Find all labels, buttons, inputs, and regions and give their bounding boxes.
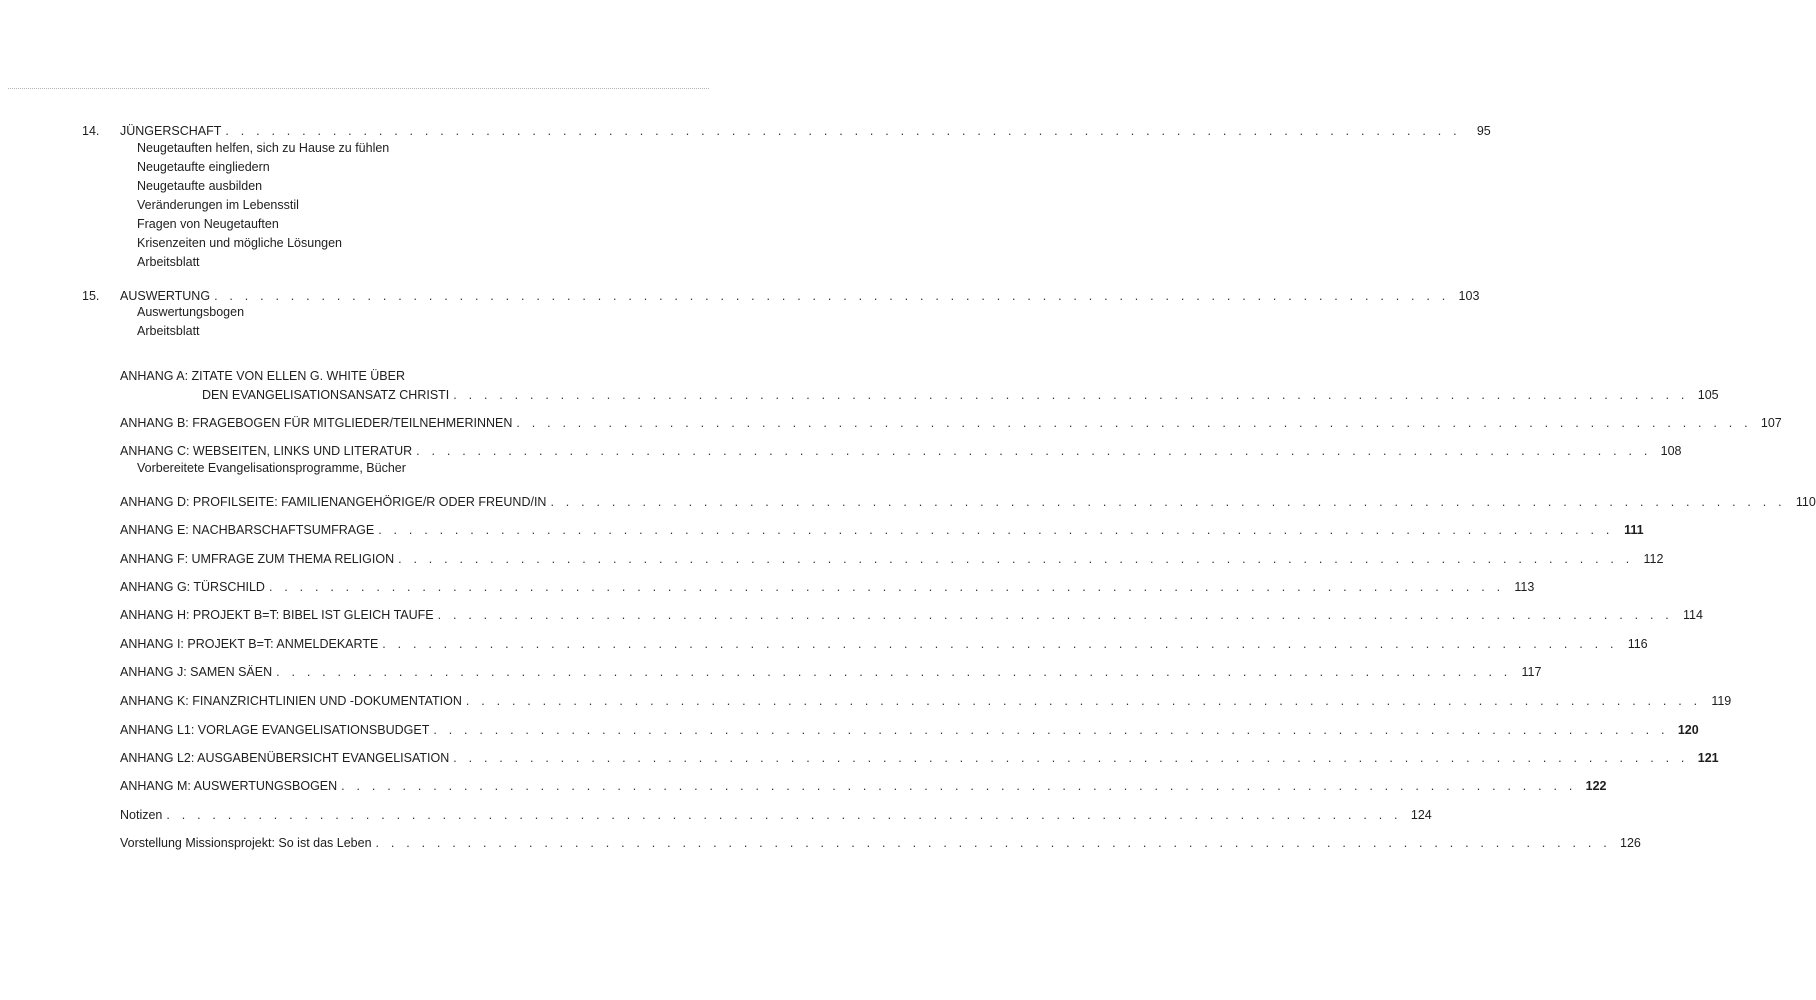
toc-entry-appendix-k[interactable] (0, 691, 1732, 711)
subitem: Veränderungen im Lebensstil (137, 198, 299, 212)
subitem: Auswertungsbogen (137, 305, 245, 319)
dot-leader: . . . . . . . . . . . . . . . . . . . . . . . . . . . . . . . . . . . . . . . . . . . . . . . . . . . . . . . . . . . . . . . . . . . . . . . . . . . . . . . . . (214, 289, 1450, 303)
toc-entry-appendix-i[interactable] (0, 634, 1648, 654)
section-number: 14. (82, 124, 100, 138)
dot-leader: . . . . . . . . . . . . . . . . . . . . . . . . . . . . . . . . . . . . . . . . . . . . . . . . . . . . . . . . . . . . . . . . . . . . . . . . . . . . . . . . . (398, 552, 1634, 566)
toc-entry-appendix-h[interactable] (0, 605, 1703, 625)
toc-entry-appendix-g[interactable] (0, 577, 1535, 597)
page-number: 116 (1627, 637, 1648, 651)
subitem: Neugetauften helfen, sich zu Hause zu fühlen (137, 141, 390, 155)
appendix-title: ANHANG M: AUSWERTUNGSBOGEN (120, 779, 338, 793)
toc-entry-appendix-j[interactable] (0, 662, 1542, 682)
section-title: AUSWERTUNG (120, 289, 211, 303)
toc-entry-appendix-e[interactable] (0, 520, 1644, 540)
page-number: 114 (1683, 608, 1703, 622)
toc-entry-appendix-m[interactable] (0, 776, 1607, 796)
dot-leader: . . . . . . . . . . . . . . . . . . . . . . . . . . . . . . . . . . . . . . . . . . . . . . . . . . . . . . . . . . . . . . . . . . . . . . . . . . . . . . . . . (276, 665, 1512, 679)
appendix-title: ANHANG G: TÜRSCHILD (120, 580, 265, 594)
entry-title: Notizen (120, 808, 163, 822)
dot-leader: . . . . . . . . . . . . . . . . . . . . . . . . . . . . . . . . . . . . . . . . . . . . . . . . . . . . . . . . . . . . . . . . . . . . . . . . . . . . . . . . . (382, 637, 1618, 651)
toc-entry-section-14[interactable] (0, 121, 1491, 141)
page-number: 103 (1458, 289, 1480, 303)
subitem: Fragen von Neugetauften (137, 217, 279, 231)
appendix-title: ANHANG J: SAMEN SÄEN (120, 665, 273, 679)
subitem: Neugetaufte eingliedern (137, 160, 270, 174)
toc-entry-appendix-a-cont[interactable] (0, 385, 1719, 405)
toc-entry-mission-project[interactable] (0, 833, 1641, 853)
toc-entry-notes[interactable] (0, 805, 1432, 825)
appendix-title: ANHANG D: PROFILSEITE: FAMILIENANGEHÖRIGE/R ODER FREUND/IN (120, 495, 547, 509)
page-number: 124 (1410, 808, 1432, 822)
appendix-title: ANHANG E: NACHBARSCHAFTSUMFRAGE (120, 523, 375, 537)
toc-entry-section-15[interactable] (0, 286, 1480, 306)
page-number: 120 (1677, 723, 1699, 737)
dot-leader: . . . . . . . . . . . . . . . . . . . . . . . . . . . . . . . . . . . . . . . . . . . . . . . . . . . . . . . . . . . . . . . . . . . . . . . . . . . . . . . . . (166, 808, 1402, 822)
appendix-title: ANHANG B: FRAGEBOGEN FÜR MITGLIEDER/TEILNEHMERINNEN (120, 416, 513, 430)
dot-leader: . . . . . . . . . . . . . . . . . . . . . . . . . . . . . . . . . . . . . . . . . . . . . . . . . . . . . . . . . . . . . . . . . . . . . . . . . . . . . . . . . (437, 608, 1673, 622)
section-title: JÜNGERSCHAFT (120, 124, 222, 138)
page-number: 122 (1585, 779, 1607, 793)
page-number: 113 (1514, 580, 1535, 594)
page-number: 95 (1476, 124, 1491, 138)
subitem: Neugetaufte ausbilden (137, 179, 263, 193)
toc-entry-appendix-l1[interactable] (0, 720, 1699, 740)
page-number: 111 (1624, 523, 1644, 537)
page-number: 112 (1643, 552, 1664, 566)
toc-entry-appendix-f[interactable] (0, 549, 1664, 569)
toc-entry-appendix-d[interactable] (0, 492, 1816, 512)
entry-title: Vorstellung Missionsprojekt: So ist das Leben (120, 836, 372, 850)
dot-leader: . . . . . . . . . . . . . . . . . . . . . . . . . . . . . . . . . . . . . . . . . . . . . . . . . . . . . . . . . . . . . . . . . . . . . . . . . . . . . . . . . (341, 779, 1577, 793)
subitem: Arbeitsblatt (137, 255, 200, 269)
appendix-title: ANHANG I: PROJEKT B=T: ANMELDEKARTE (120, 637, 379, 651)
toc-entry-appendix-c[interactable] (0, 441, 1682, 461)
page-number: 119 (1711, 694, 1732, 708)
page-number: 121 (1697, 751, 1719, 765)
dot-leader: . . . . . . . . . . . . . . . . . . . . . . . . . . . . . . . . . . . . . . . . . . . . . . . . . . . . . . . . . . . . . . . . . . . . . . . . . . . . . . . . . (550, 495, 1786, 509)
appendix-title-continued: DEN EVANGELISATIONSANSATZ CHRISTI (202, 388, 450, 402)
appendix-title: ANHANG L2: AUSGABENÜBERSICHT EVANGELISATION (120, 751, 450, 765)
page-number: 110 (1795, 495, 1816, 509)
dot-leader: . . . . . . . . . . . . . . . . . . . . . . . . . . . . . . . . . . . . . . . . . . . . . . . . . . . . . . . . . . . . . . . . . . . . . . . . . . . . . . . . . (375, 836, 1611, 850)
page-number: 108 (1660, 444, 1682, 458)
dot-leader: . . . . . . . . . . . . . . . . . . . . . . . . . . . . . . . . . . . . . . . . . . . . . . . . . . . . . . . . . . . . . . . . . . . . . . . . . . . . . . . . . (378, 523, 1614, 537)
appendix-title: ANHANG C: WEBSEITEN, LINKS UND LITERATUR (120, 444, 413, 458)
dot-leader: . . . . . . . . . . . . . . . . . . . . . . . . . . . . . . . . . . . . . . . . . . . . . . . . . . . . . . . . . . . . . . . . . . . . . . . . . . . . . . . . . (225, 124, 1461, 138)
dot-leader: . . . . . . . . . . . . . . . . . . . . . . . . . . . . . . . . . . . . . . . . . . . . . . . . . . . . . . . . . . . . . . . . . . . . . . . . . . . . . . . . . (516, 416, 1752, 430)
appendix-title: ANHANG H: PROJEKT B=T: BIBEL IST GLEICH TAUFE (120, 608, 434, 622)
dot-leader: . . . . . . . . . . . . . . . . . . . . . . . . . . . . . . . . . . . . . . . . . . . . . . . . . . . . . . . . . . . . . . . . . . . . . . . . . . . . . . . . . (268, 580, 1505, 594)
toc-entry-appendix-a[interactable] (0, 366, 717, 386)
section-number: 15. (82, 289, 100, 303)
appendix-title: ANHANG K: FINANZRICHTLINIEN UND -DOKUMENTATION (120, 694, 462, 708)
subitem: Vorbereitete Evangelisationsprogramme, Bücher (137, 461, 406, 475)
page-number: 105 (1697, 388, 1719, 402)
dot-leader: . . . . . . . . . . . . . . . . . . . . . . . . . . . . . . . . . . . . . . . . . . . . . . . . . . . . . . . . . . . . . . . . . . . . . . . . . . . . . . . . . (453, 751, 1689, 765)
dot-leader: . . . . . . . . . . . . . . . . . . . . . . . . . . . . . . . . . . . . . . . . . . . . . . . . . . . . . . . . . . . . . . . . . . . . . . . . . . . . . . . . . (416, 444, 1652, 458)
appendix-title: ANHANG A: ZITATE VON ELLEN G. WHITE ÜBER (120, 369, 405, 383)
subitem: Krisenzeiten und mögliche Lösungen (137, 236, 342, 250)
toc-entry-appendix-b[interactable] (0, 413, 1782, 433)
page-number: 117 (1521, 665, 1542, 679)
toc-entry-appendix-l2[interactable] (0, 748, 1719, 768)
dot-leader: . . . . . . . . . . . . . . . . . . . . . . . . . . . . . . . . . . . . . . . . . . . . . . . . . . . . . . . . . . . . . . . . . . . . . . . . . . . . . . . . . (453, 388, 1689, 402)
appendix-title: ANHANG F: UMFRAGE ZUM THEMA RELIGION (120, 552, 395, 566)
dot-leader: . . . . . . . . . . . . . . . . . . . . . . . . . . . . . . . . . . . . . . . . . . . . . . . . . . . . . . . . . . . . . . . . . . . . . . . . . . . . . . . . . (465, 694, 1702, 708)
dot-leader: . . . . . . . . . . . . . . . . . . . . . . . . . . . . . . . . . . . . . . . . . . . . . . . . . . . . . . . . . . . . . . . . . . . . . . . . . . . . . . . . . (433, 723, 1669, 737)
page-number: 126 (1620, 836, 1641, 850)
subitem: Arbeitsblatt (137, 324, 200, 338)
appendix-title: ANHANG L1: VORLAGE EVANGELISATIONSBUDGET (120, 723, 430, 737)
page-number: 107 (1760, 416, 1782, 430)
